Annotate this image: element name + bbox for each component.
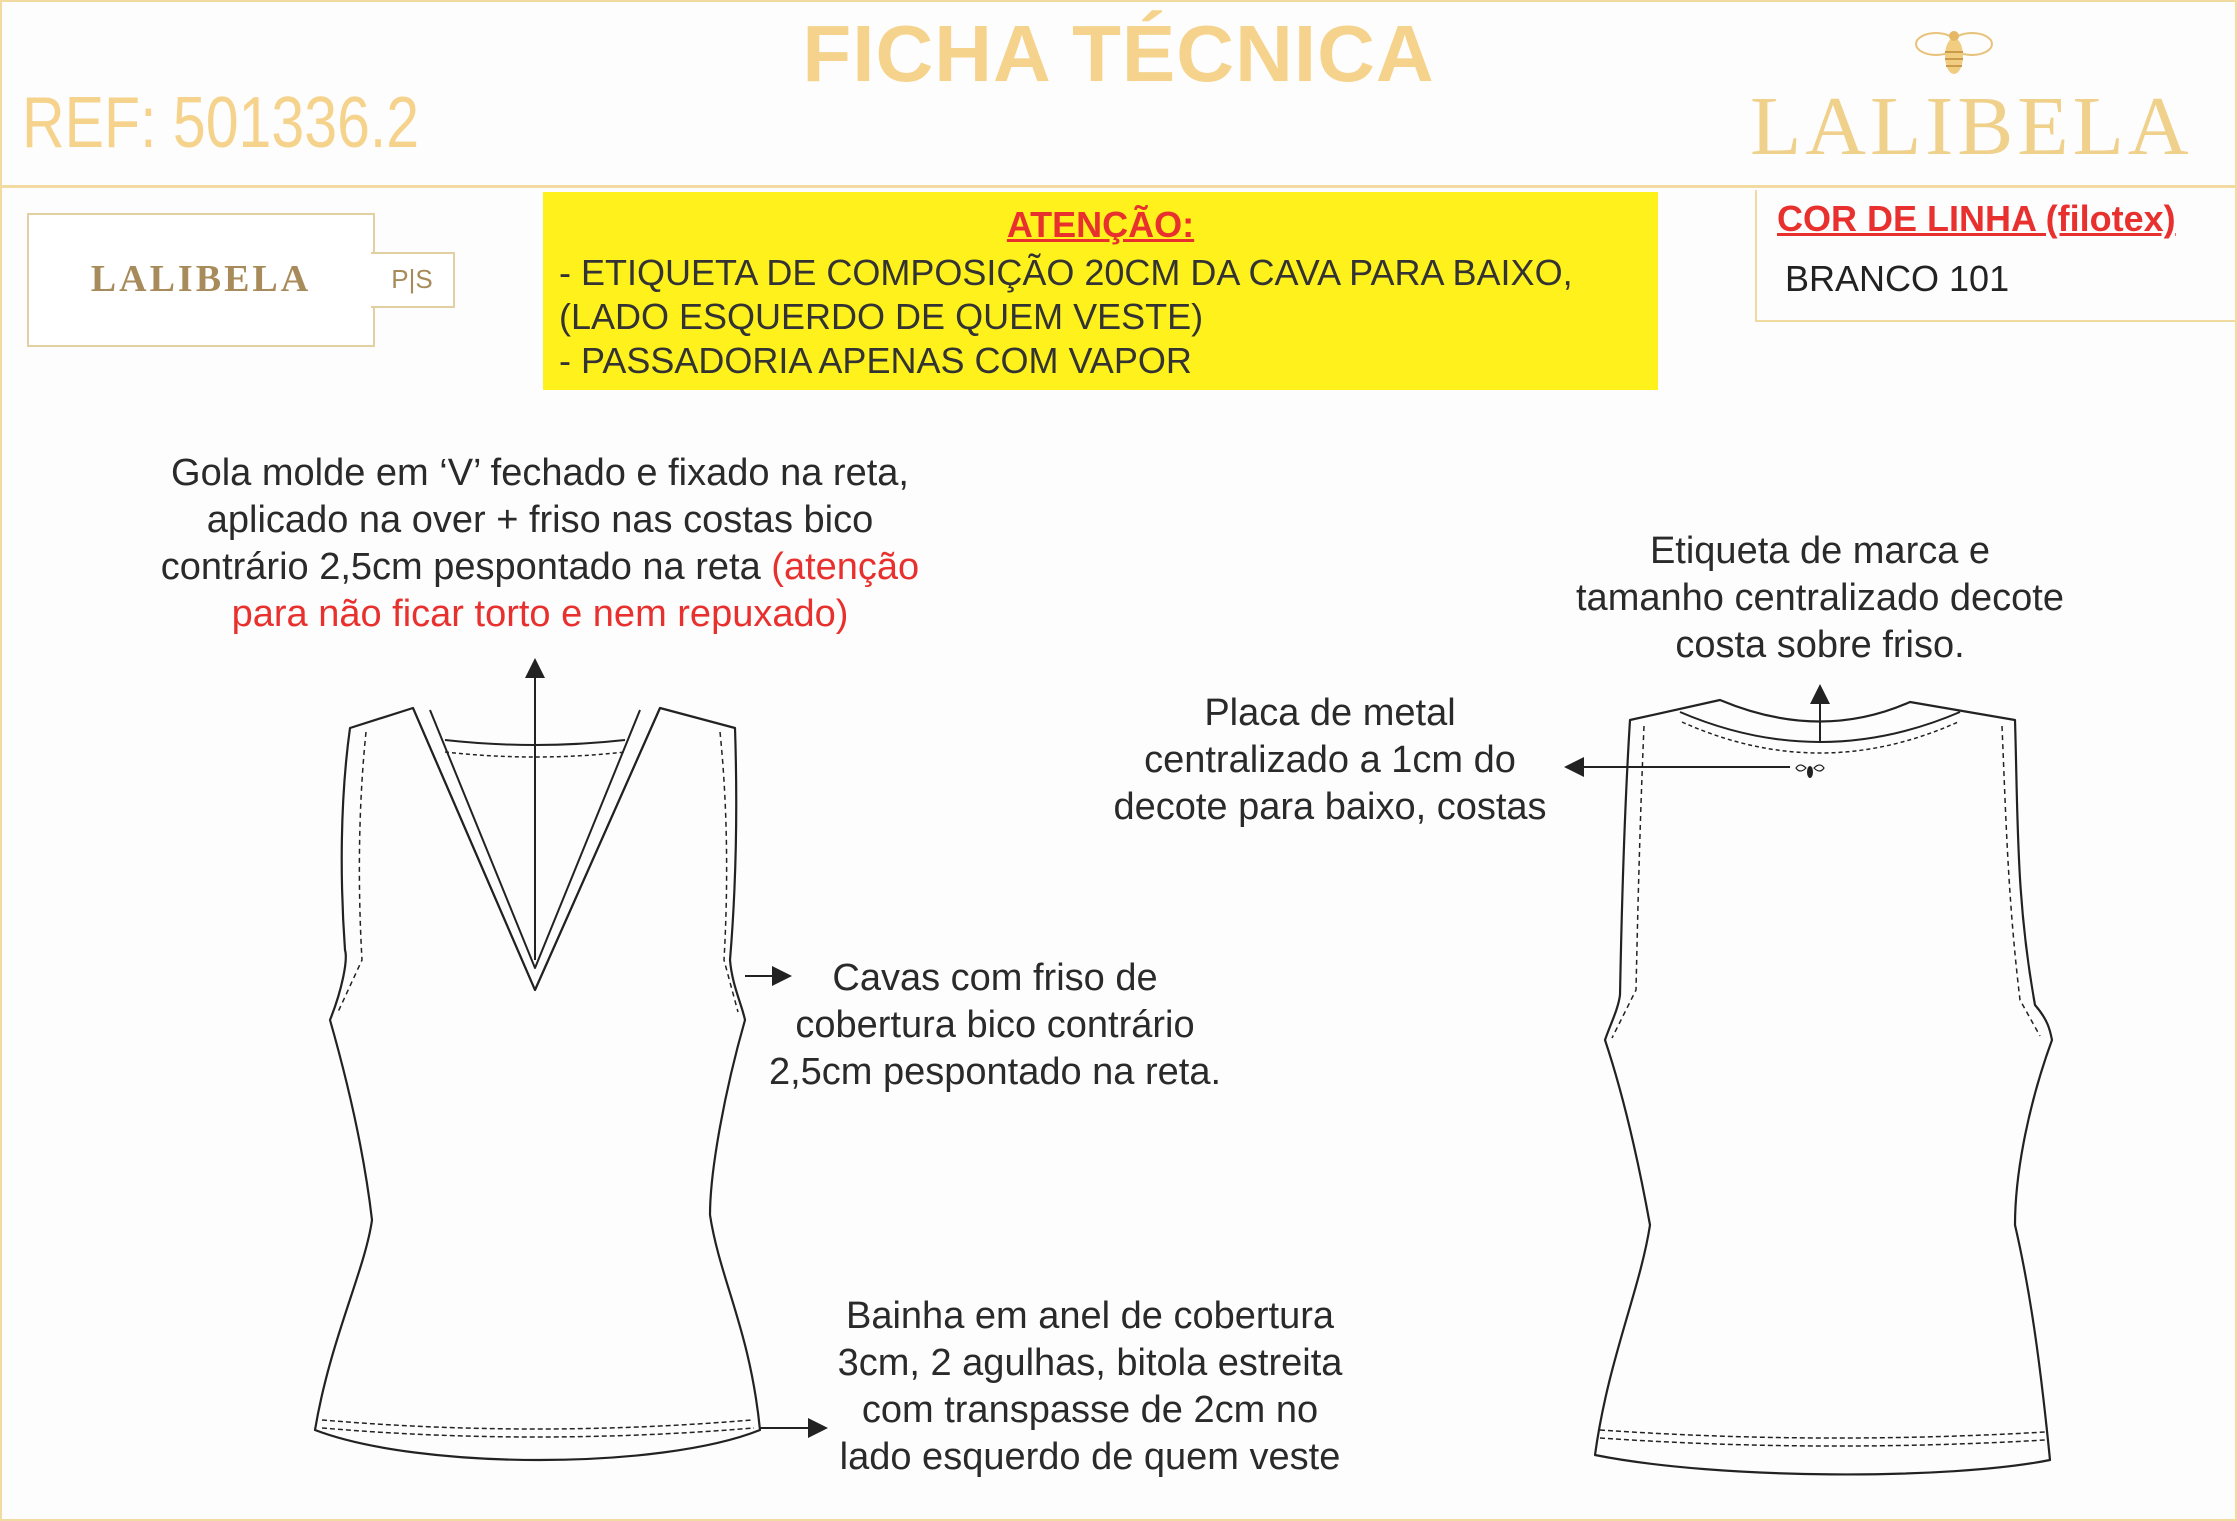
brand-logo: LALIBELA [1750,80,2193,173]
hem-note-line: com transpasse de 2cm no [861,1389,1319,1431]
collar-note [100,450,980,638]
armhole-note-line: 2,5cm pespontado na reta. [768,1051,1222,1093]
metal-plate-note-line: centralizado a 1cm do [1144,739,1516,781]
attention-title: ATENÇÃO: [1006,204,1195,245]
hem-note-line: lado esquerdo de quem veste [839,1436,1341,1478]
collar-warning-text: (atenção [771,546,920,588]
reference-code: REF: 501336.2 [22,83,420,163]
back-label-note-line: tamanho centralizado decote [1576,577,2064,619]
thread-color-value: BRANCO 101 [1785,258,2010,299]
armhole-note-line: cobertura bico contrário [795,1004,1195,1046]
attention-line: (LADO ESQUERDO DE QUEM VESTE) [559,296,1204,337]
metal-plate-note-line: Placa de metal [1204,692,1456,734]
attention-line: - ETIQUETA DE COMPOSIÇÃO 20CM DA CAVA PARA BAIXO, [559,252,1573,293]
back-label-note-line: costa sobre friso. [1675,624,1965,666]
page-title: FICHA TÉCNICA [802,9,1435,98]
back-view-tank [1595,700,2052,1474]
armhole-note [730,955,1260,1096]
metal-plate-note-line: decote para baixo, costas [1113,786,1547,828]
thread-color-title: COR DE LINHA (filotex) [1777,198,2176,239]
collar-note-line: Gola molde em ‘V’ fechado e fixado na reta, [171,452,909,494]
hem-note-line: 3cm, 2 agulhas, bitola estreita [837,1342,1343,1384]
metal-plate-note [1080,690,1580,831]
collar-note-text: contrário 2,5cm pespontado na reta [160,546,772,588]
armhole-note-line: Cavas com friso de [832,957,1158,999]
collar-note-line: aplicado na over + friso nas costas bico [206,499,874,541]
front-view-tank [315,708,760,1460]
back-label-note [1535,528,2105,669]
size-label-text: P|S [391,264,433,294]
collar-warning-line: para não ficar torto e nem repuxado) [231,593,849,635]
hem-note-line: Bainha em anel de cobertura [846,1295,1334,1337]
collar-note-line [100,544,980,591]
label-brand-text: LALIBELA [90,258,312,300]
back-label-note-line: Etiqueta de marca e [1649,530,1991,572]
hem-note [790,1293,1390,1481]
attention-line: - PASSADORIA APENAS COM VAPOR [559,340,1192,381]
